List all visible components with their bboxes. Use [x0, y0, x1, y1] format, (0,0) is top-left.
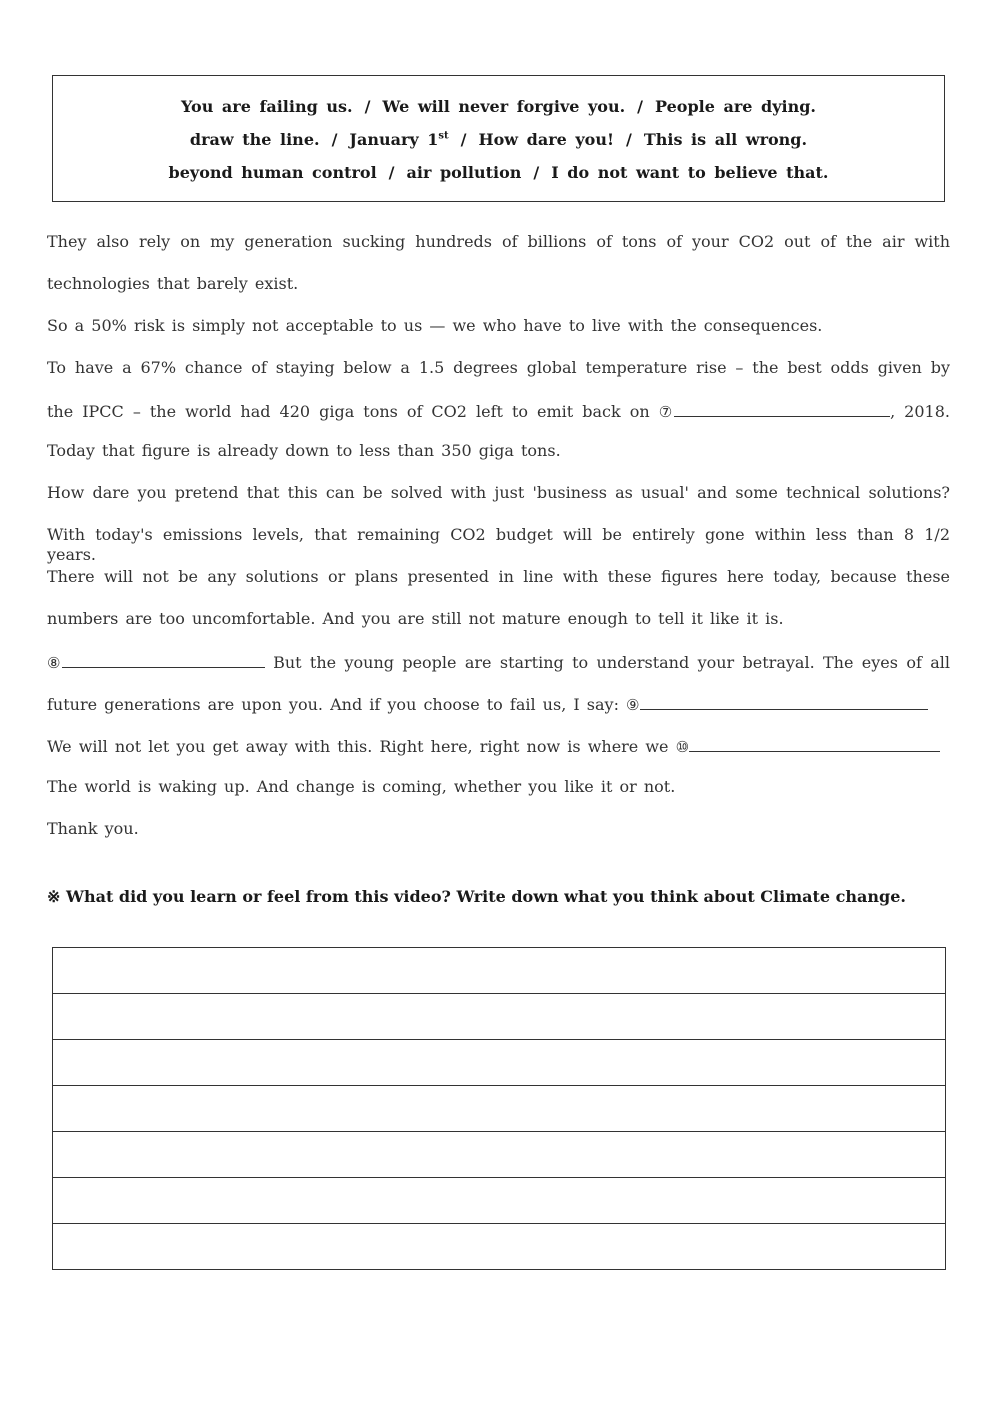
- word-bank-separator: /: [637, 97, 643, 116]
- word-bank-item: air pollution: [406, 163, 522, 182]
- passage-line-blank-9: [47, 693, 950, 715]
- answer-cell[interactable]: [53, 948, 946, 994]
- word-bank-separator: /: [460, 130, 467, 149]
- passage-line: So a 50% risk is simply not acceptable to us — we who have to live with the consequences.: [47, 316, 823, 335]
- answer-row: [53, 1224, 946, 1270]
- date-text: January 1: [349, 130, 439, 149]
- passage-line: To have a 67% chance of staying below a 1.5 degrees global temperature rise – the best odds given by: [47, 358, 950, 377]
- word-bank-separator: /: [533, 163, 540, 182]
- word-bank-item: How dare you!: [478, 130, 614, 149]
- reflection-question: ※ What did you learn or feel from this video? Write down what you think about Climate change.: [47, 887, 906, 906]
- answer-cell[interactable]: [53, 1178, 946, 1224]
- date-suffix: st: [438, 130, 449, 142]
- answer-row: [53, 1086, 946, 1132]
- answer-row: [53, 1178, 946, 1224]
- passage-line: Thank you.: [47, 819, 139, 838]
- word-bank-line-1: [53, 97, 944, 116]
- blank-9-answer-line[interactable]: [640, 693, 928, 710]
- blank-10-answer-line[interactable]: [689, 735, 940, 752]
- blank-8-answer-line[interactable]: [62, 651, 265, 668]
- word-bank-separator: /: [331, 130, 338, 149]
- word-bank-line-2: [53, 130, 944, 149]
- passage-line: How dare you pretend that this can be solved with just 'business as usual' and some technical solutions?: [47, 483, 950, 502]
- blank-number-8: ⑧: [47, 654, 62, 672]
- passage-line: The world is waking up. And change is coming, whether you like it or not.: [47, 777, 676, 796]
- passage-text: But the young people are starting to understand your betrayal. The eyes of all: [273, 653, 951, 672]
- blank-7-answer-line[interactable]: [674, 400, 890, 417]
- word-bank-separator: /: [364, 97, 371, 116]
- passage-line-blank-10: [47, 735, 950, 757]
- word-bank-item-date: [349, 130, 448, 149]
- answer-row: [53, 1040, 946, 1086]
- word-bank-item: I do not want to believe that.: [551, 163, 829, 182]
- passage-line: With today's emissions levels, that remaining CO2 budget will be entirely gone within less than 8 1/2 years.: [47, 525, 950, 564]
- passage-line-blank-7: [47, 400, 950, 422]
- answer-cell[interactable]: [53, 1086, 946, 1132]
- word-bank-item: draw the line.: [189, 130, 320, 149]
- word-bank-item: You are failing us.: [181, 97, 353, 116]
- passage-text: We will not let you get away with this. Right here, right now is where we: [47, 737, 669, 756]
- word-bank-item: People are dying.: [655, 97, 816, 116]
- passage-text: , 2018.: [890, 402, 950, 421]
- word-bank-item: beyond human control: [168, 163, 377, 182]
- passage-line: numbers are too uncomfortable. And you are still not mature enough to tell it like it is.: [47, 609, 784, 628]
- blank-number-9: ⑨: [626, 696, 640, 714]
- word-bank-separator: /: [626, 130, 632, 149]
- answer-row: [53, 994, 946, 1040]
- answer-cell[interactable]: [53, 1224, 946, 1270]
- word-bank-box: [52, 75, 945, 202]
- blank-number-10: ⑩: [675, 738, 690, 756]
- blank-number-7: ⑦: [658, 403, 675, 421]
- passage-line: They also rely on my generation sucking hundreds of billions of tons of your CO2 out of the air with: [47, 232, 950, 251]
- word-bank-separator: /: [388, 163, 395, 182]
- passage-line: technologies that barely exist.: [47, 274, 299, 293]
- word-bank-item: We will never forgive you.: [382, 97, 626, 116]
- answer-row: [53, 1132, 946, 1178]
- word-bank-item: This is all wrong.: [643, 130, 808, 149]
- answer-cell[interactable]: [53, 1132, 946, 1178]
- answer-row: [53, 948, 946, 994]
- passage-line: Today that figure is already down to less than 350 giga tons.: [47, 441, 561, 460]
- passage-line: There will not be any solutions or plans presented in line with these figures here today, because these: [47, 567, 950, 586]
- passage-text: the IPCC – the world had 420 giga tons of CO2 left to emit back on: [47, 402, 650, 421]
- word-bank-line-3: [53, 163, 944, 182]
- passage-text: future generations are upon you. And if you choose to fail us, I say:: [47, 695, 619, 714]
- passage-line-blank-8: [47, 651, 950, 673]
- answer-cell[interactable]: [53, 1040, 946, 1086]
- answer-writing-table: [52, 947, 946, 1270]
- answer-cell[interactable]: [53, 994, 946, 1040]
